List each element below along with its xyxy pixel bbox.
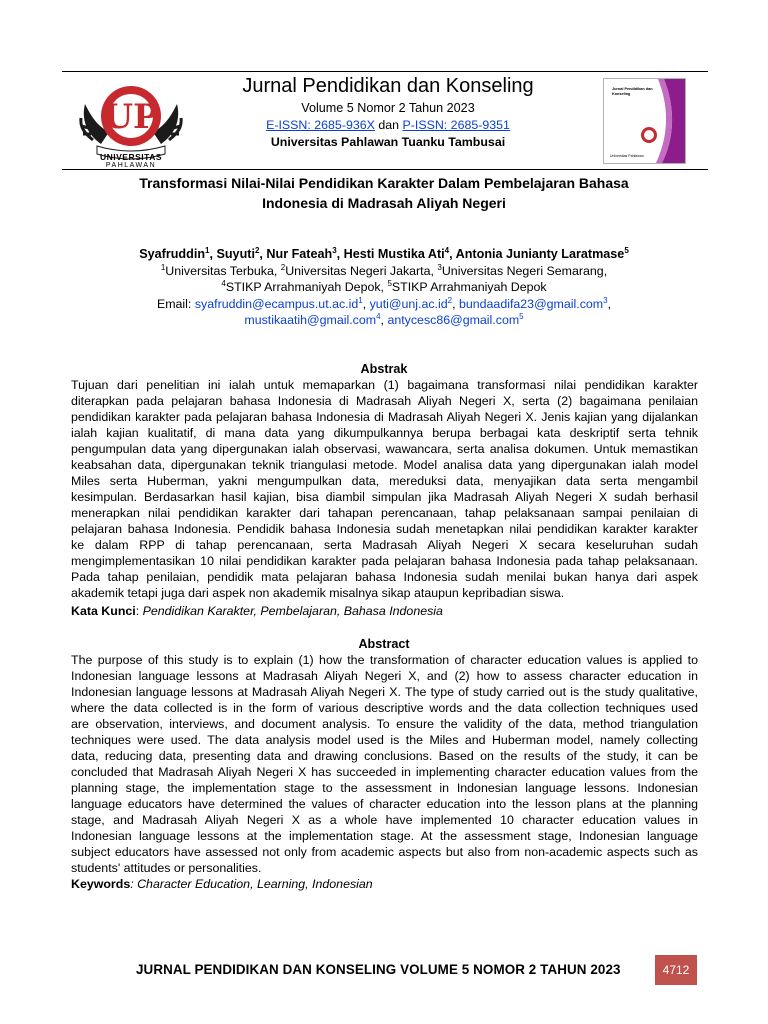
abstrak-line: ialah kajian kualitatif, di mana data yang dikumpulkannya berupa berbagai kata deskriptif serta tehnik [71, 426, 698, 440]
abstrak-line: pelajaran bahasa Indonesia. Pendidik bahasa Indonesia sudah menetapkan nilai pendidikan karakter karakter [71, 522, 698, 536]
author-name: Hesti Mustika Ati [343, 247, 445, 261]
emails-line-2: mustikaatih@gmail.com$^4$, antycesc86@gmail.com$^5$ [244, 311, 524, 327]
volume-line: Volume 5 Nomor 2 Tahun 2023 [301, 101, 475, 115]
abstrak-line: ke dalam RPP di tahap perencanaan, serta Madrasah Aliyah Negeri X secara keseluruhan sudah [71, 538, 698, 552]
affiliations-line-1: $^1$Universitas Terbuka, $^2$Universitas Negeri Jakarta, $^3$Universitas Negeri Semarang, [160, 262, 608, 278]
abstract-line: techniques were used. The data analysis model used is the Miles and Huberman model, namely collecting [71, 733, 698, 747]
kata-kunci-values: Pendidikan Karakter, Pembelajaran, Bahasa Indonesia [142, 604, 443, 618]
abstrak-line: mengimplementasikan 10 nilai pendidikan karakter pada pelajaran bahasa Indonesia pada tahap pelaksanaan. [71, 554, 698, 568]
keywords-values: Character Education, Learning, Indonesian [137, 877, 373, 891]
abstrak-line: akademik tetapi juga dari aspek non akademik misalnya sikap ataupun kepribadian siswa. [71, 586, 565, 600]
abstract-line: The purpose of this study is to explain (1) how the transformation of character education values is applied to [71, 653, 698, 667]
logo-text-bottom: PAHLAWAN [105, 162, 157, 169]
running-footer-title: JURNAL PENDIDIKAN DAN KONSELING VOLUME 5 NOMOR 2 TAHUN 2023 [136, 962, 621, 977]
author-name: Antonia Junianty Laratmase [455, 247, 625, 261]
abstract-line: data, reducing data, presenting data and drawing conclusions. Based on the results of the study, it can be [71, 749, 698, 763]
abstrak-line: pendidikan karakter pada pelajaran bahasa Indonesia di Madrasah Aliyah Negeri X. Jenis kajian yang dijalankan [71, 410, 698, 424]
abstrak-line: Pada tahap penilaian, pendidik mata pelajaran bahasa Indonesia sudah menilai bukan hanya dari aspek [71, 570, 698, 584]
pissn-link[interactable]: P-ISSN: 2685-9351 [402, 118, 510, 132]
abstract-line: language educators have determined the values of character education into the lesson plans at the planning [71, 797, 698, 811]
abstrak-line: menerapkan nilai pendidikan karakter dari tahapan perencanaan, tahap pelaksanaan sampai penilaian di [71, 506, 698, 520]
abstract-line: planning stage, the implementation stage to the assessment in Indonesian language lessons. Indonesian [71, 781, 698, 795]
abstract-line: subject educators have assessed not only from academic aspects but also from non-academic aspects such as [71, 845, 698, 859]
abstrak-line: Tujuan dari penelitian ini ialah untuk memaparkan (1) bagaimana transformasi nilai pendidikan karakter [71, 378, 698, 392]
email-link[interactable]: yuti@unj.ac.id [369, 297, 448, 311]
kata-kunci-line: Kata Kunci: Pendidikan Karakter, Pembelajaran, Bahasa Indonesia [71, 604, 443, 618]
keywords-line: Keywords: Character Education, Learning, Indonesian [71, 877, 373, 891]
page-number-badge: 4712 [655, 955, 697, 985]
author-name: Nur Fateah [266, 247, 333, 261]
abstract-line: stage, and Madrasah Aliyah Negeri X as a whole have implemented 10 character education values in [71, 813, 698, 827]
keywords-label: Keywords [71, 877, 131, 891]
abstrak-line: pengumpulan data yang dipergunakan ialah observasi, wawancara, serta analisa dokumen. Untuk memastikan [71, 442, 698, 456]
abstract-line: Indonesian language lessons at Madrasah Aliyah Negeri X. The type of study carried out is the study qualitative, [71, 685, 698, 699]
article-title-line-2: Indonesia di Madrasah Aliyah Negeri [262, 195, 506, 211]
svg-text:UP: UP [103, 97, 159, 137]
email-label: Email: [156, 297, 192, 311]
author-name: Suyuti [216, 247, 255, 261]
issn-connector: dan [378, 118, 400, 132]
email-link[interactable]: mustikaatih@gmail.com [244, 313, 377, 327]
email-link[interactable]: bundaadifa23@gmail.com [458, 297, 604, 311]
emails-line-1: Email: $syafruddin@ecampus.ut.ac.id^1$, $yuti@unj.ac.id^2$, bundaadifa23@gmail.com$^3$, [156, 295, 612, 311]
article-title-line-1: Transformasi Nilai-Nilai Pendidikan Karakter Dalam Pembelajaran Bahasa [139, 175, 629, 191]
publisher-university: Universitas Pahlawan Tuanku Tambusai [270, 135, 506, 149]
abstract-line: students' attitudes or personalities. [71, 861, 262, 875]
email-link[interactable]: antycesc86@gmail.com [387, 313, 520, 327]
issn-line [184, 117, 592, 133]
abstract-line: concluded that Madrasah Aliyah Negeri X has succeeded in implementing character education values from the [71, 765, 698, 779]
abstract-line: where the data collected is in the form of various descriptive words and the data collection techniques used [71, 701, 698, 715]
email-link[interactable]: syafruddin@ecampus.ut.ac.id [194, 297, 359, 311]
kata-kunci-label: Kata Kunci [71, 604, 136, 618]
abstrak-line: keabsahan data, dipergunakan teknik triangulasi metode. Model analisa data yang dipergunakan ialah model [71, 458, 698, 472]
header-top-rule [62, 71, 708, 72]
author-list: Syafruddin$^1$, Suyuti$^2$, Nur Fateah$^3$, Hesti Mustika Ati$^4$, Antonia Junianty Laratmase$^5$ [139, 245, 629, 261]
abstrak-line: kesimpulan. Berdasarkan hasil kajian, bisa diambil simpulan jika Madrasah Aliyah Negeri X sudah berhasil [71, 490, 698, 504]
abstract-heading: Abstract [358, 637, 410, 651]
abstrak-line: diterapkan pada pelajaran bahasa Indonesia di Madrasah Aliyah Negeri X, serta (2) bagaimana penilaian [71, 394, 698, 408]
header-bottom-rule [62, 169, 708, 170]
abstract-line: Indonesian language lessons at Madrasah Aliyah Negeri X, and (2) how to assess character education in [71, 669, 698, 683]
university-logo [79, 82, 183, 174]
abstract-line: are observation, interviews, and document analysis. To ensure the validity of the data, method triangulation [71, 717, 698, 731]
author-name: Syafruddin [139, 247, 206, 261]
cover-footer: Universitas Pahlawan [610, 154, 644, 158]
abstrak-line: Miles serta Huberman, yakni mengumpulkan data, mereduksi data, menyajikan data serta mengambil [71, 474, 698, 488]
affiliations-line-2: $^4$STIKP Arrahmaniyah Depok, $^5$STIKP Arrahmaniyah Depok [221, 278, 547, 294]
abstract-line: Indonesian language lessons at the implementation stage. At the assessment stage, Indonesian language [71, 829, 698, 843]
journal-title: Jurnal Pendidikan dan Konseling [242, 75, 534, 97]
journal-cover-thumbnail [603, 78, 686, 164]
logo-text-top: UNIVERSITAS [99, 152, 163, 162]
cover-title: Jurnal Pendidikan dan Konseling [612, 87, 653, 96]
eissn-link[interactable]: E-ISSN: 2685-936X [266, 118, 375, 132]
abstrak-heading: Abstrak [360, 362, 408, 376]
